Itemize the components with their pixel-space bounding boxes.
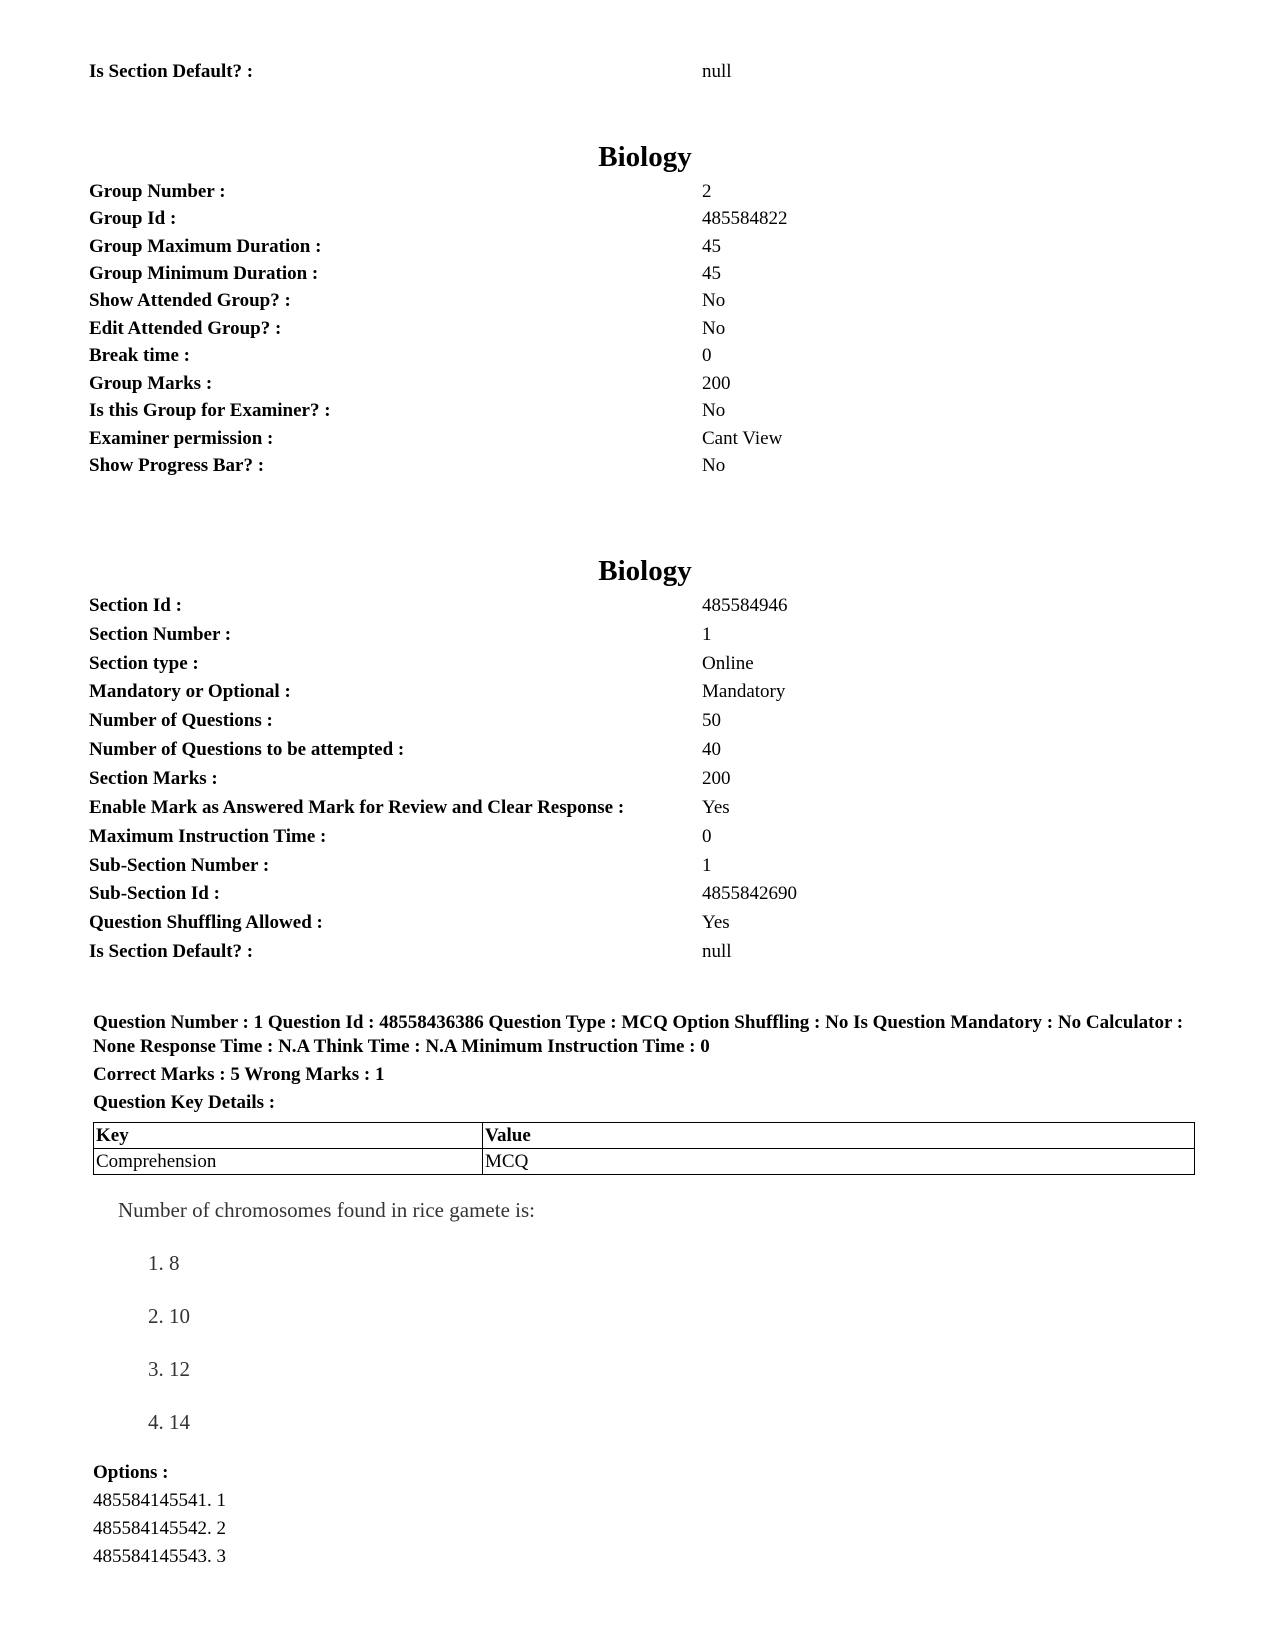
kv-value: Cant View xyxy=(702,428,783,449)
kv-value: 0 xyxy=(702,826,712,847)
kv-row xyxy=(89,426,1189,452)
group-title: Biology xyxy=(598,141,692,173)
kv-key: Group Maximum Duration : xyxy=(89,236,322,257)
kv-value: null xyxy=(702,941,732,962)
table-header-row xyxy=(94,1123,1195,1149)
kv-value: 45 xyxy=(702,263,721,284)
option-id-line: 485584145543. 3 xyxy=(93,1546,226,1567)
kv-key: Group Number : xyxy=(89,181,226,202)
kv-value: null xyxy=(702,61,732,82)
kv-row xyxy=(89,234,1189,260)
kv-value: 40 xyxy=(702,739,721,760)
question-key-details-label: Question Key Details : xyxy=(93,1092,276,1113)
kv-row xyxy=(89,910,1189,936)
kv-key: Group Minimum Duration : xyxy=(89,263,319,284)
kv-key: Sub-Section Id : xyxy=(89,883,220,904)
kv-key: Number of Questions to be attempted : xyxy=(89,739,405,760)
kv-row xyxy=(89,737,1189,763)
kv-value: Yes xyxy=(702,912,730,933)
kv-row xyxy=(89,853,1189,879)
kv-key: Question Shuffling Allowed : xyxy=(89,912,323,933)
kv-key: Section Marks : xyxy=(89,768,218,789)
option-id-line: 485584145541. 1 xyxy=(93,1490,226,1511)
kv-value: 200 xyxy=(702,768,731,789)
kv-row xyxy=(89,593,1189,619)
kv-row xyxy=(89,679,1189,705)
kv-row xyxy=(89,453,1189,479)
kv-row xyxy=(89,261,1189,287)
kv-value: 485584822 xyxy=(702,208,788,229)
kv-row xyxy=(89,795,1189,821)
kv-value: Online xyxy=(702,653,754,674)
kv-value: 485584946 xyxy=(702,595,788,616)
kv-key: Show Attended Group? : xyxy=(89,290,291,311)
kv-row xyxy=(89,288,1189,314)
question-meta: Question Number : 1 Question Id : 48558436386 Question Type : MCQ Option Shuffling : No Is Question Mandatory : No Calculator : None Response Time : N.A Think Time : N.A Minimum Instruction Time : 0 xyxy=(93,1012,1184,1057)
answer-choice: 3. 12 xyxy=(148,1357,190,1381)
kv-row xyxy=(89,651,1189,677)
kv-key: Sub-Section Number : xyxy=(89,855,270,876)
kv-key: Maximum Instruction Time : xyxy=(89,826,327,847)
table-header-cell: Value xyxy=(483,1123,1195,1149)
kv-row xyxy=(89,824,1189,850)
kv-value: 1 xyxy=(702,624,712,645)
kv-row xyxy=(89,316,1189,342)
kv-key: Is Section Default? : xyxy=(89,941,254,962)
kv-row xyxy=(89,881,1189,907)
kv-key: Section type : xyxy=(89,653,199,674)
kv-key: Group Id : xyxy=(89,208,177,229)
kv-row xyxy=(89,622,1189,648)
kv-key: Examiner permission : xyxy=(89,428,274,449)
answer-choice: 2. 10 xyxy=(148,1304,190,1328)
kv-key: Group Marks : xyxy=(89,373,213,394)
answer-choice: 4. 14 xyxy=(148,1410,190,1434)
kv-value: No xyxy=(702,455,726,476)
kv-key: Edit Attended Group? : xyxy=(89,318,282,339)
question-key-table xyxy=(93,1122,1195,1175)
kv-value: 2 xyxy=(702,181,712,202)
option-id-line: 485584145542. 2 xyxy=(93,1518,226,1539)
kv-key: Show Progress Bar? : xyxy=(89,455,265,476)
table-header-cell: Key xyxy=(94,1123,483,1149)
table-cell: MCQ xyxy=(483,1149,1195,1175)
kv-row xyxy=(89,766,1189,792)
kv-row xyxy=(89,343,1189,369)
kv-row xyxy=(89,398,1189,424)
options-label: Options : xyxy=(93,1462,169,1483)
kv-value: 1 xyxy=(702,855,712,876)
kv-value: 50 xyxy=(702,710,721,731)
kv-row xyxy=(89,179,1189,205)
kv-key: Mandatory or Optional : xyxy=(89,681,291,702)
kv-value: No xyxy=(702,290,726,311)
kv-key: Number of Questions : xyxy=(89,710,273,731)
answer-choice: 1. 8 xyxy=(148,1251,180,1275)
kv-row xyxy=(89,708,1189,734)
kv-key: Break time : xyxy=(89,345,190,366)
table-row xyxy=(94,1149,1195,1175)
kv-value: 45 xyxy=(702,236,721,257)
kv-key: Enable Mark as Answered Mark for Review and Clear Response : xyxy=(89,797,625,818)
kv-value: 0 xyxy=(702,345,712,366)
kv-value: No xyxy=(702,318,726,339)
kv-row xyxy=(89,939,1189,965)
kv-row xyxy=(89,59,1189,85)
section-title: Biology xyxy=(598,555,692,587)
kv-value: 4855842690 xyxy=(702,883,797,904)
kv-value: Yes xyxy=(702,797,730,818)
kv-key: Section Id : xyxy=(89,595,182,616)
kv-value: No xyxy=(702,400,726,421)
question-image xyxy=(118,1198,718,1458)
kv-value: Mandatory xyxy=(702,681,786,702)
kv-value: 200 xyxy=(702,373,731,394)
kv-key: Section Number : xyxy=(89,624,232,645)
question-text: Number of chromosomes found in rice gamete is: xyxy=(118,1198,535,1222)
kv-key: Is this Group for Examiner? : xyxy=(89,400,331,421)
question-marks: Correct Marks : 5 Wrong Marks : 1 xyxy=(93,1064,385,1085)
table-cell: Comprehension xyxy=(94,1149,483,1175)
kv-row xyxy=(89,371,1189,397)
kv-key: Is Section Default? : xyxy=(89,61,254,82)
kv-row xyxy=(89,206,1189,232)
